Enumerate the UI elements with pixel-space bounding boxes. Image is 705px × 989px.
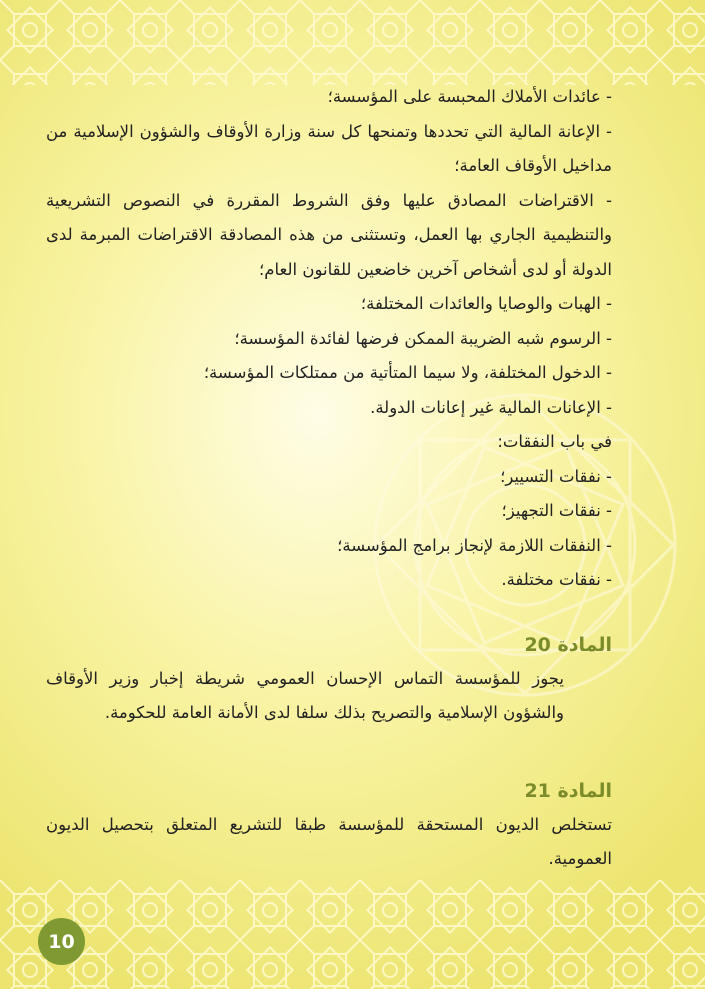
expense-item-1: - نفقات التسيير؛ bbox=[46, 460, 612, 495]
income-item-4: - الهبات والوصايا والعائدات المختلفة؛ bbox=[46, 287, 612, 322]
section-spacer bbox=[46, 598, 612, 628]
income-item-5: - الرسوم شبه الضريبة الممكن فرضها لفائدة المؤسسة؛ bbox=[46, 322, 612, 357]
income-item-6: - الدخول المختلفة، ولا سيما المتأتية من ممتلكات المؤسسة؛ bbox=[46, 356, 612, 391]
article-20-text: يجوز للمؤسسة التماس الإحسان العمومي شريطة إخبار وزير الأوقاف والشؤون الإسلامية والتصريح بذلك سلفا لدى الأمانة العامة للحكومة. bbox=[46, 668, 564, 722]
income-item-1: - عائدات الأملاك المحبسة على المؤسسة؛ bbox=[46, 80, 612, 115]
expense-item-4: - نفقات مختلفة. bbox=[46, 563, 612, 598]
page-number-badge: 10 bbox=[38, 918, 85, 965]
article-21-heading: المادة 21 bbox=[524, 779, 612, 802]
income-item-2: - الإعانة المالية التي تحددها وتمنحها كل سنة وزارة الأوقاف والشؤون الإسلامية من مداخيل الأوقاف العامة؛ bbox=[46, 115, 612, 184]
income-item-7: - الإعانات المالية غير إعانات الدولة. bbox=[46, 391, 612, 426]
article-20-heading: المادة 20 bbox=[524, 633, 612, 656]
expenses-heading: في باب النفقات: bbox=[497, 432, 612, 451]
article-21-text: تستخلص الديون المستحقة للمؤسسة طبقا للتشريع المتعلق بتحصيل الديون العمومية. bbox=[46, 814, 612, 868]
income-item-3: - الاقتراضات المصادق عليها وفق الشروط المقررة في النصوص التشريعية والتنظيمية الجاري بها العمل، وتستثنى من هذه المصادقة الاقتراضات المبرمة لدى الدولة أو لدى أشخاص آخرين خاضعين للقانون العام؛ bbox=[46, 184, 612, 288]
bottom-pattern-band bbox=[0, 880, 705, 989]
expense-item-2: - نفقات التجهيز؛ bbox=[46, 494, 612, 529]
section-spacer bbox=[46, 731, 612, 774]
page-content bbox=[46, 80, 612, 877]
top-pattern-band bbox=[0, 0, 705, 85]
expense-item-3: - النفقات اللازمة لإنجاز برامج المؤسسة؛ bbox=[46, 529, 612, 564]
